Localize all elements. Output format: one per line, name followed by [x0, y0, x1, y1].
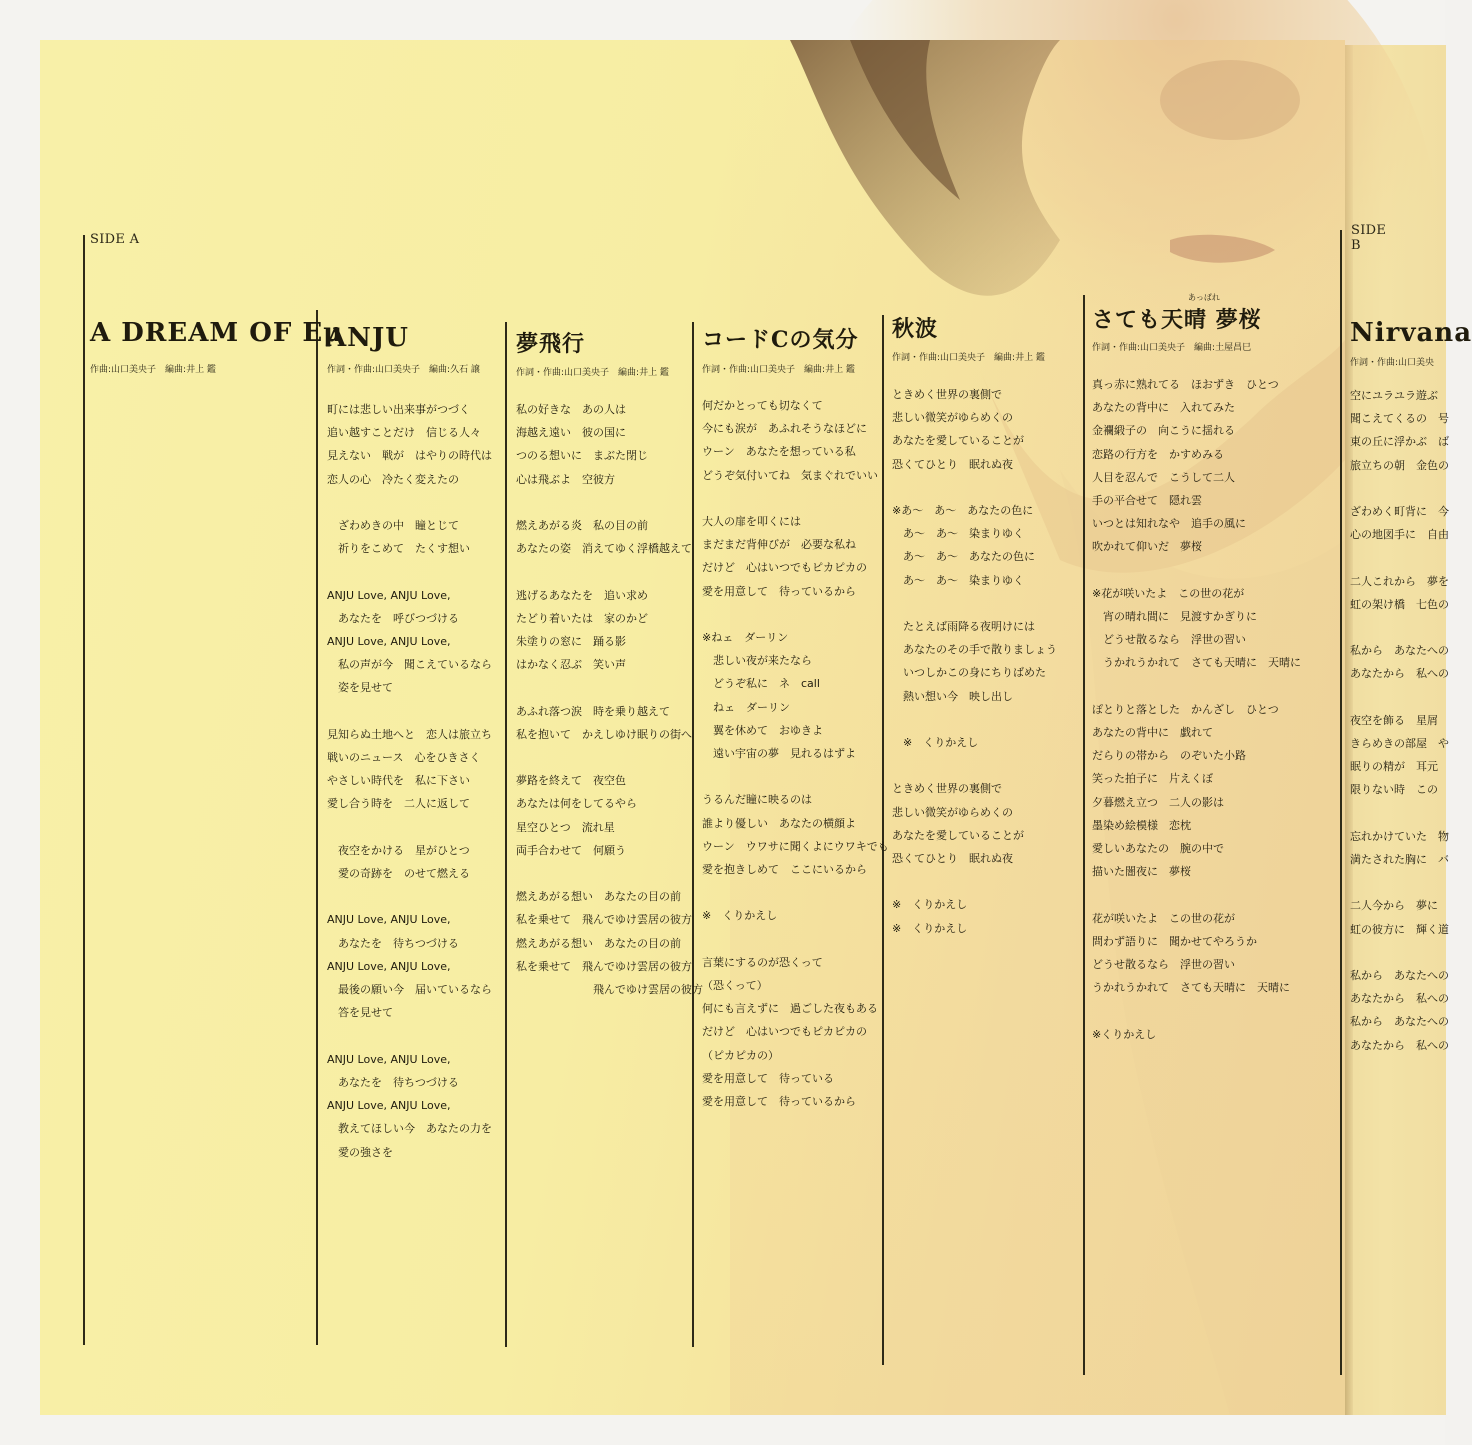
song-lyrics: 空にユラユラ遊ぶ 聞こえてくるの 号 東の丘に浮かぶ ば 旅立ちの朝 金色の ざわめく町背に 今 心の地図手に 自由 二人これから 夢を 虹の架け橋 七色の 私から あなたへの あなたから 私への 夜空を飾る 星屑 きらめきの部屋 や 眠りの精が 耳元 限りない時 この 忘れかけていた 物 満たされた胸に バ 二人今から 夢に 虹の彼方に 輝く道 私から あなたへの あなたから 私への 私から あなたへの あなたから 私への	[1350, 389, 1449, 1052]
column-divider	[1083, 295, 1085, 1375]
song-title: 夢飛行	[516, 331, 586, 357]
side-a-label: SIDE A	[90, 232, 140, 247]
song-title: ANJU	[326, 323, 409, 353]
song-credit: 作曲:山口美央子 編曲:井上 鑑	[90, 365, 216, 375]
song-lyrics: ときめく世界の裏側で 悲しい微笑がゆらめくの あなたを愛していることが 恐くてひとり 眠れぬ夜 ※あ～ あ～ あなたの色に あ～ あ～ 染まりゆく あ～ あ～ あなたの色に あ～ あ～ 染まりゆく たとえば雨降る夜明けには あなたのその手で散りましょう いつしかこの身にちりばめた 熱い想い今 映し出し ※ くりかえし ときめく世界の裏側で 悲しい微笑がゆらめくの あなたを愛していることが 恐くてひとり 眠れぬ夜 ※ くりかえし ※ くりかえし	[892, 388, 1057, 935]
side-b-column	[1350, 300, 1472, 1400]
song-lyrics: 真っ赤に熟れてる ほおずき ひとつ あなたの背中に 入れてみた 金襴緞子の 向こうに揺れる 恋路の行方を かすめみる 人目を忍んで こうして二人 手の平合せて 隠れ雲 いつとは知れなや 追手の風に 吹かれて仰いだ 夢桜 ※花が咲いたよ この世の花が 宵の晴れ間に 見渡すかぎりに どうせ散るなら 浮世の習い うかれうかれて さても天晴に 天晴に ぽとりと落とした かんざし ひとつ あなたの背中に 戯れて だらりの帯から のぞいた小路 笑った拍子に 片えくぼ 夕暮燃え立つ 二人の影は 墨染め絵模様 恋枕 愛しいあなたの 腕の中で 描いた闇夜に 夢桜 花が咲いたよ この世の花が 問わず語りに 聞かせてやろうか どうせ散るなら 浮世の習い うかれうかれて さても天晴に 天晴に ※くりかえし	[1092, 378, 1301, 1041]
song-credit: 作詞・作曲:山口美央	[1350, 358, 1435, 368]
song-title: 秋波	[892, 316, 939, 342]
song-credit: 作詞・作曲:山口美央子 編曲:井上 鑑	[892, 353, 1045, 363]
column-divider	[316, 310, 318, 1345]
title-ruby: あっぱれ	[1188, 293, 1220, 302]
left-page	[40, 40, 1387, 1415]
song-title: Nirvana	[1350, 318, 1472, 348]
song-lyrics: 町には悲しい出来事がつづく 追い越すことだけ 信じる人々 見えない 戦が はやりの時代は 恋人の心 冷たく変えたの ざわめきの中 瞳とじて 祈りをこめて たくす想い ANJU Love, ANJU Love, あなたを 呼びつづける ANJU Love, ANJU Love, 私の声が今 聞こえているなら 姿を見せて 見知らぬ土地へと 恋人は旅立ち 戦いのニュース 心をひきさく やさしい時代を 私に下さい 愛し合う時を 二人に返して 夜空をかける 星がひとつ 愛の奇跡を のせて燃える ANJU Love, ANJU Love, あなたを 待ちつづける ANJU Love, ANJU Love, 最後の願い今 届いているなら 答を見せて ANJU Love, ANJU Love, あなたを 待ちつづける ANJU Love, ANJU Love, 教えてほしい今 あなたの力を 愛の強さを	[327, 403, 492, 1159]
song-title: A DREAM OF Eμ	[90, 318, 344, 348]
column-divider	[505, 322, 507, 1347]
song-credit: 作詞・作曲:山口美央子 編曲:土屋昌巳	[1092, 343, 1252, 353]
song-title: さても天晴 夢桜	[1092, 307, 1262, 333]
song-credit: 作詞・作曲:山口美央子 編曲:井上 鑑	[516, 368, 669, 378]
song-credit: 作詞・作曲:山口美央子 編曲:井上 鑑	[702, 365, 855, 375]
column-divider	[1340, 230, 1342, 1375]
song-title: コードCの気分	[702, 327, 859, 353]
song-credit: 作詞・作曲:山口美央子 編曲:久石 譲	[327, 365, 480, 375]
song-lyrics: 私の好きな あの人は 海越え遠い 彼の国に つのる想いに まぶた閉じ 心は飛ぶよ 空彼方 燃えあがる炎 私の目の前 あなたの姿 消えてゆく浮橋越えて 逃げるあなたを 追い求め たどり着いたは 家のかど 朱塗りの窓に 踊る影 はかなく忍ぶ 笑い声 あふれ落つ涙 時を乗り越えて 私を抱いて かえしゆけ眠りの街へ 夢路を終えて 夜空色 あなたは何をしてるやら 星空ひとつ 流れ星 両手合わせて 何願う 燃えあがる想い あなたの目の前 私を乗せて 飛んでゆけ雲居の彼方 燃えあがる想い あなたの目の前 私を乗せて 飛んでゆけ雲居の彼方 飛んでゆけ雲居の彼方	[516, 403, 703, 997]
column-divider	[83, 235, 85, 1345]
side-b-label: SIDE B	[1351, 223, 1387, 253]
song-lyrics: 何だかとっても切なくて 今にも涙が あふれそうなほどに ウーン あなたを想っている私 どうぞ気付いてね 気まぐれでいい 大人の扉を叩くには まだまだ背伸びが 必要な私ね だけど 心はいつでもピカピカの 愛を用意して 待っているから ※ねェ ダーリン 悲しい夜が来たなら どうぞ私に ネ call ねェ ダーリン 翼を休めて おゆきよ 遠い宇宙の夢 見れるはずよ うるんだ瞳に映るのは 誰より優しい あなたの横顔よ ウーン ウワサに聞くよにウワキでも 愛を抱きしめて ここにいるから ※ くりかえし 言葉にするのが恐くって （恐くって） 何にも言えずに 過ごした夜もある だけど 心はいつでもピカピカの （ピカピカの） 愛を用意して 待っている 愛を用意して 待っているから	[702, 399, 889, 1109]
